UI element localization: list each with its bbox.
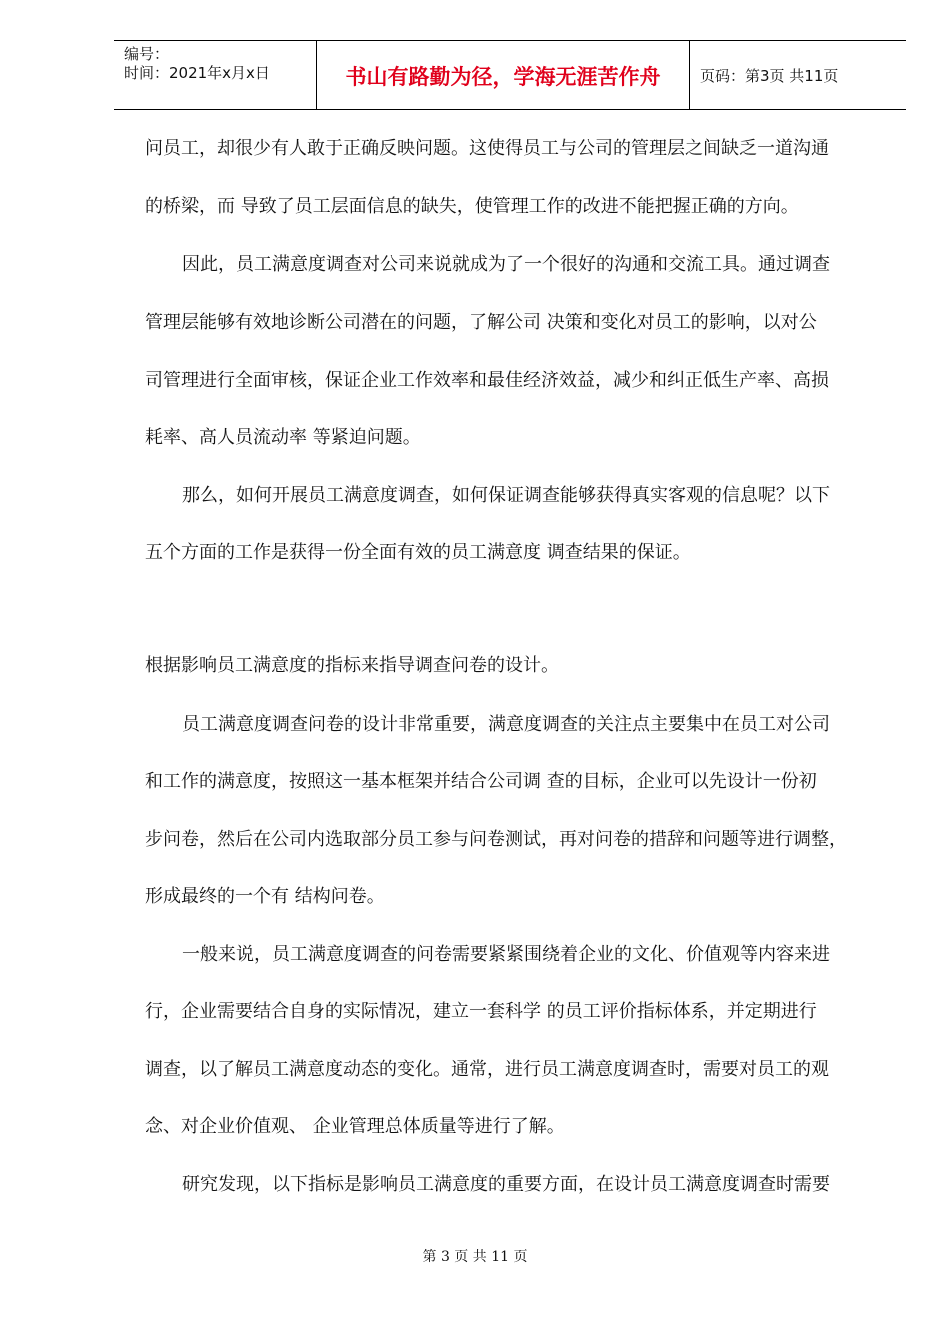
header-meta-cell: [114, 41, 316, 109]
header-motto-cell: [316, 41, 690, 109]
body-line: 步问卷，然后在公司内选取部分员工参与问卷测试，再对问卷的措辞和问题等进行调整，: [145, 829, 847, 850]
page-header: [114, 40, 906, 110]
serial-label: 编号：: [124, 45, 170, 63]
page-footer: 第 3 页 共 11 页: [422, 1249, 528, 1265]
body-line: 员工满意度调查问卷的设计非常重要，满意度调查的关注点主要集中在员工对公司: [182, 714, 830, 735]
body-line: 司管理进行全面审核，保证企业工作效率和最佳经济效益，减少和纠正低生产率、高损: [145, 370, 829, 391]
body-line: 形成最终的一个有 结构问卷。: [145, 886, 385, 907]
body-line: 的桥梁，而 导致了员工层面信息的缺失，使管理工作的改进不能把握正确的方向。: [145, 196, 799, 217]
header-page-info: 页码：第3页 共11页: [700, 67, 839, 85]
body-line: 一般来说，员工满意度调查的问卷需要紧紧围绕着企业的文化、价值观等内容来进: [182, 944, 830, 965]
section-heading: 根据影响员工满意度的指标来指导调查问卷的设计。: [145, 655, 559, 676]
header-page-cell: [690, 41, 906, 109]
body-line: 那么，如何开展员工满意度调查，如何保证调查能够获得真实客观的信息呢？以下: [182, 485, 830, 506]
body-line: 调查，以了解员工满意度动态的变化。通常，进行员工满意度调查时，需要对员工的观: [145, 1059, 829, 1080]
body-line: 行，企业需要结合自身的实际情况，建立一套科学 的员工评价指标体系，并定期进行: [145, 1001, 817, 1022]
header-motto: 书山有路勤为径，学海无涯苦作舟: [345, 65, 661, 89]
body-line: 耗率、高人员流动率 等紧迫问题。: [145, 427, 421, 448]
time-label: 时间：2021年x月x日: [124, 64, 270, 82]
body-line: 问员工，却很少有人敢于正确反映问题。这使得员工与公司的管理层之间缺乏一道沟通: [145, 138, 829, 159]
body-line: 管理层能够有效地诊断公司潜在的问题，了解公司 决策和变化对员工的影响，以对公: [145, 312, 817, 333]
body-line: 和工作的满意度，按照这一基本框架并结合公司调 查的目标，企业可以先设计一份初: [145, 771, 817, 792]
body-line: 研究发现，以下指标是影响员工满意度的重要方面，在设计员工满意度调查时需要: [182, 1174, 830, 1195]
body-line: 因此，员工满意度调查对公司来说就成为了一个很好的沟通和交流工具。通过调查: [182, 254, 830, 275]
body-line: 五个方面的工作是获得一份全面有效的员工满意度 调查结果的保证。: [145, 542, 691, 563]
body-line: 念、对企业价值观、 企业管理总体质量等进行了解。: [145, 1116, 565, 1137]
